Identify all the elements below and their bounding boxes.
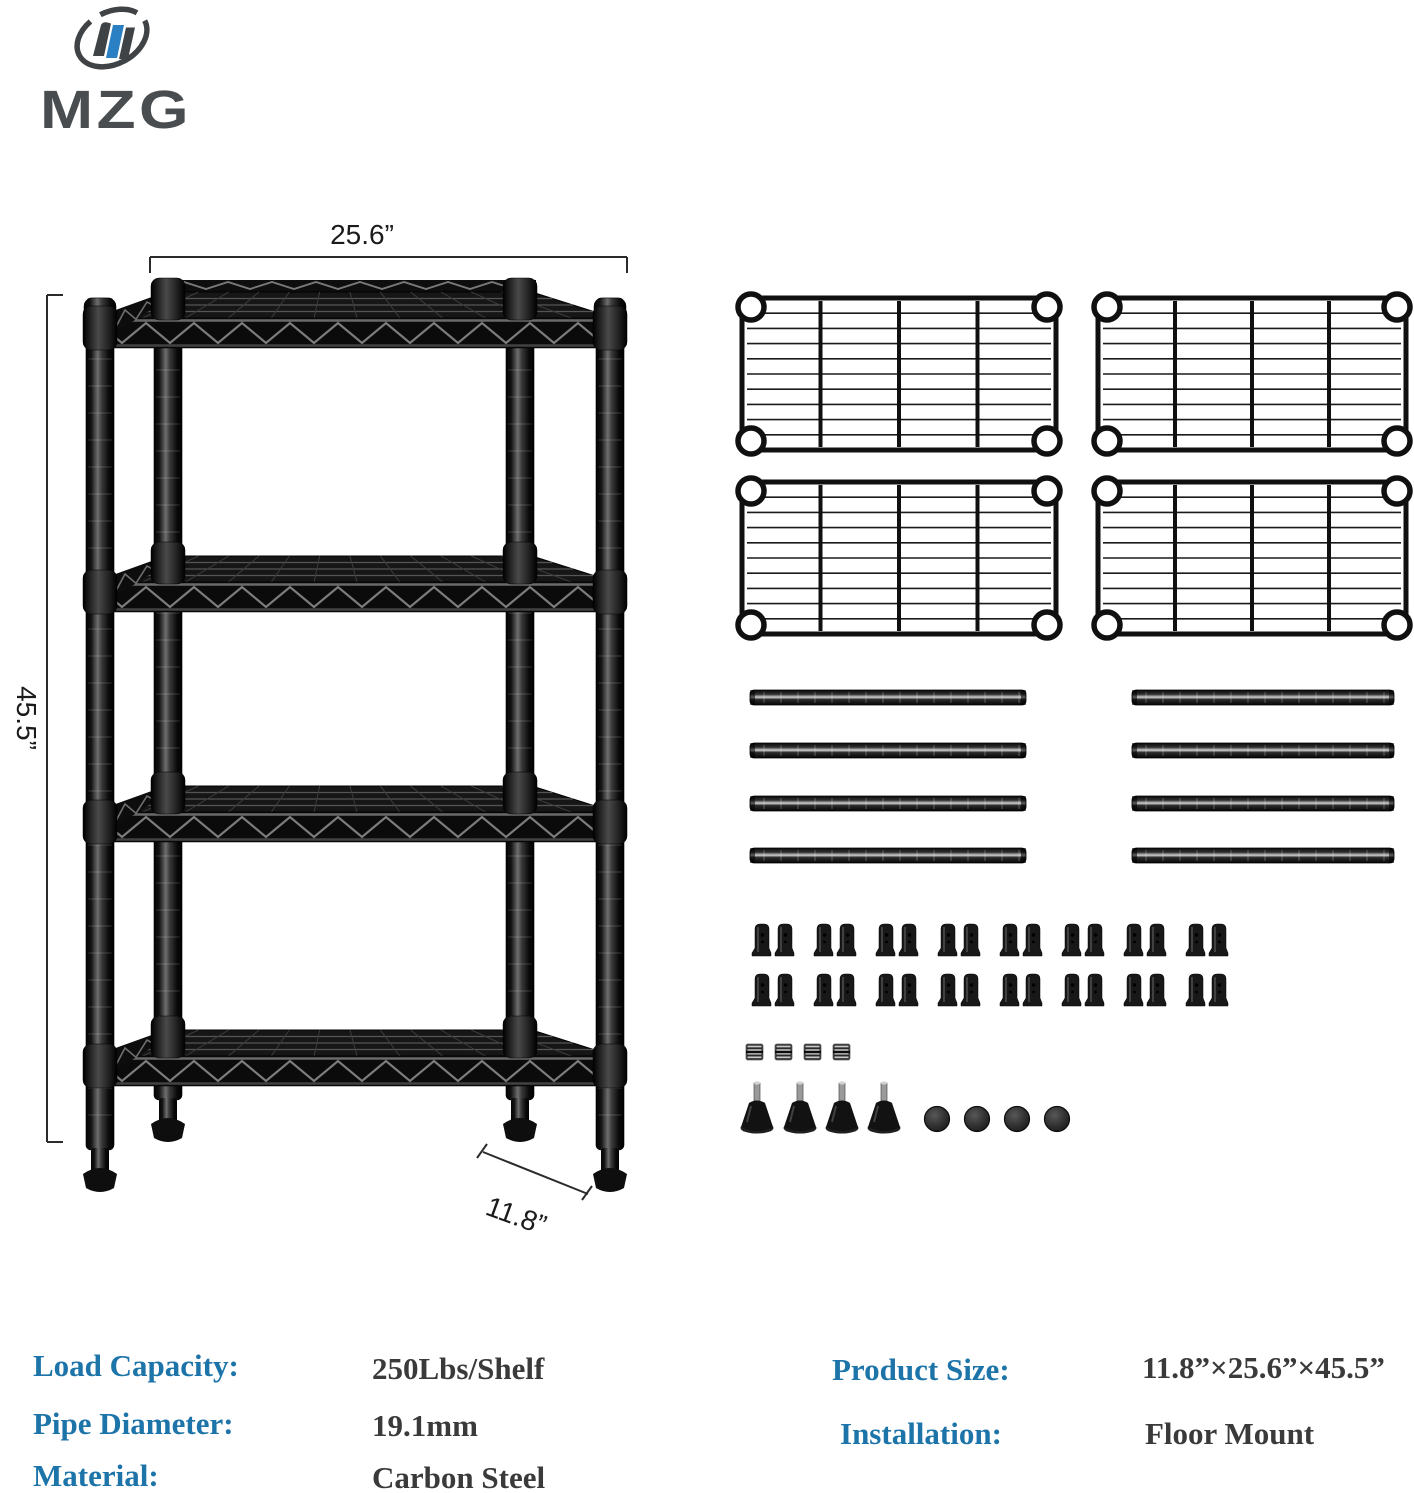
- brand-logo-icon: [67, 0, 157, 78]
- spec-label-load-capacity: Load Capacity:: [33, 1348, 239, 1383]
- wire-shelf-panel: [738, 478, 1060, 638]
- post-collar: [83, 1044, 117, 1088]
- back-post: [503, 282, 537, 1142]
- sleeve-clip-pair: [814, 974, 856, 1006]
- width-dimension: [150, 219, 627, 273]
- sleeve-clip-pair: [1124, 924, 1166, 956]
- post-collar: [593, 570, 627, 614]
- panel-corner-ring: [1094, 428, 1120, 454]
- sleeve-clip-pair: [752, 974, 794, 1006]
- spec-label-installation: Installation:: [840, 1416, 1002, 1451]
- sleeve-clip-pair: [1000, 974, 1042, 1006]
- parts-layout: [700, 270, 1414, 1190]
- panel-corner-ring: [1094, 294, 1120, 320]
- threaded-connector: [804, 1044, 821, 1060]
- pole: [750, 743, 1026, 758]
- depth-dimension-label: 11.8”: [481, 1190, 551, 1241]
- panel-corner-ring: [1384, 428, 1410, 454]
- threaded-connector: [746, 1044, 763, 1060]
- depth-dimension: [477, 1144, 592, 1241]
- post-collar: [593, 800, 627, 844]
- pole: [750, 848, 1026, 863]
- sleeve-clip-pair: [938, 974, 980, 1006]
- leveling-foot: [741, 1081, 774, 1133]
- spec-value-load-capacity: 250Lbs/Shelf: [372, 1351, 545, 1386]
- height-dimension: [11, 295, 63, 1142]
- panel-corner-ring: [1384, 612, 1410, 638]
- spec-label-material: Material:: [33, 1458, 159, 1493]
- post-foot: [593, 1168, 627, 1192]
- end-cap: [965, 1107, 990, 1132]
- post-collar: [503, 542, 537, 584]
- post-collar: [151, 542, 185, 584]
- panel-corner-ring: [1384, 478, 1410, 504]
- panel-corner-ring: [738, 428, 764, 454]
- post-collar: [503, 1016, 537, 1058]
- post-collar: [83, 306, 117, 350]
- spec-value-installation: Floor Mount: [1145, 1416, 1315, 1451]
- shelf-unit-illustration: [83, 278, 627, 1192]
- wire-shelf-panel: [1094, 294, 1410, 454]
- pole: [1132, 848, 1394, 863]
- spec-label-pipe-diameter: Pipe Diameter:: [33, 1406, 234, 1441]
- panel-corner-ring: [1034, 294, 1060, 320]
- sleeve-clip-pair: [938, 924, 980, 956]
- panel-corner-ring: [1384, 294, 1410, 320]
- brand-logo-text: MZG: [40, 79, 193, 140]
- sleeve-clip-pair: [1062, 924, 1104, 956]
- sleeve-clip-pair: [1124, 974, 1166, 1006]
- spec-value-material: Carbon Steel: [372, 1460, 546, 1493]
- post-collar: [83, 570, 117, 614]
- end-cap: [1045, 1107, 1070, 1132]
- panel-corner-ring: [1094, 478, 1120, 504]
- leveling-foot: [784, 1081, 817, 1133]
- post-collar: [593, 1044, 627, 1088]
- sleeve-clip-pair: [814, 924, 856, 956]
- shelf-unit-diagram: [0, 200, 660, 1260]
- panel-corner-ring: [738, 612, 764, 638]
- post-foot: [503, 1118, 537, 1142]
- panel-corner-ring: [738, 478, 764, 504]
- wire-shelf-panel: [1094, 478, 1410, 638]
- sleeve-clip-pair: [876, 974, 918, 1006]
- threaded-connector: [775, 1044, 792, 1060]
- pole: [1132, 743, 1394, 758]
- sleeve-clip-pair: [876, 924, 918, 956]
- sleeve-clip-pair: [1062, 974, 1104, 1006]
- leveling-foot: [868, 1081, 901, 1133]
- width-dimension-label: 25.6”: [330, 219, 394, 250]
- brand-logo: [0, 0, 240, 175]
- pole: [1132, 796, 1394, 811]
- post-collar: [503, 278, 537, 320]
- post-collar: [503, 772, 537, 814]
- spec-value-pipe-diameter: 19.1mm: [372, 1408, 478, 1443]
- post-collar: [593, 306, 627, 350]
- post-foot: [151, 1118, 185, 1142]
- post-collar: [83, 800, 117, 844]
- threaded-connector: [833, 1044, 850, 1060]
- sleeve-clip-pair: [1000, 924, 1042, 956]
- pole: [750, 796, 1026, 811]
- post-foot: [83, 1168, 117, 1192]
- pole: [750, 690, 1026, 705]
- back-post: [151, 282, 185, 1142]
- panel-corner-ring: [1034, 428, 1060, 454]
- leveling-foot: [826, 1081, 859, 1133]
- spec-value-product-size: 11.8”×25.6”×45.5”: [1142, 1350, 1385, 1385]
- end-cap: [1005, 1107, 1030, 1132]
- panel-corner-ring: [738, 294, 764, 320]
- end-cap: [925, 1107, 950, 1132]
- spec-label-product-size: Product Size:: [832, 1352, 1010, 1387]
- wire-shelf-panel: [738, 294, 1060, 454]
- sleeve-clip-pair: [1186, 974, 1228, 1006]
- panel-corner-ring: [1034, 612, 1060, 638]
- post-collar: [151, 278, 185, 320]
- height-dimension-label: 45.5”: [11, 686, 42, 750]
- pole: [1132, 690, 1394, 705]
- post-collar: [151, 1016, 185, 1058]
- post-collar: [151, 772, 185, 814]
- sleeve-clip-pair: [1186, 924, 1228, 956]
- panel-corner-ring: [1034, 478, 1060, 504]
- panel-corner-ring: [1094, 612, 1120, 638]
- sleeve-clip-pair: [752, 924, 794, 956]
